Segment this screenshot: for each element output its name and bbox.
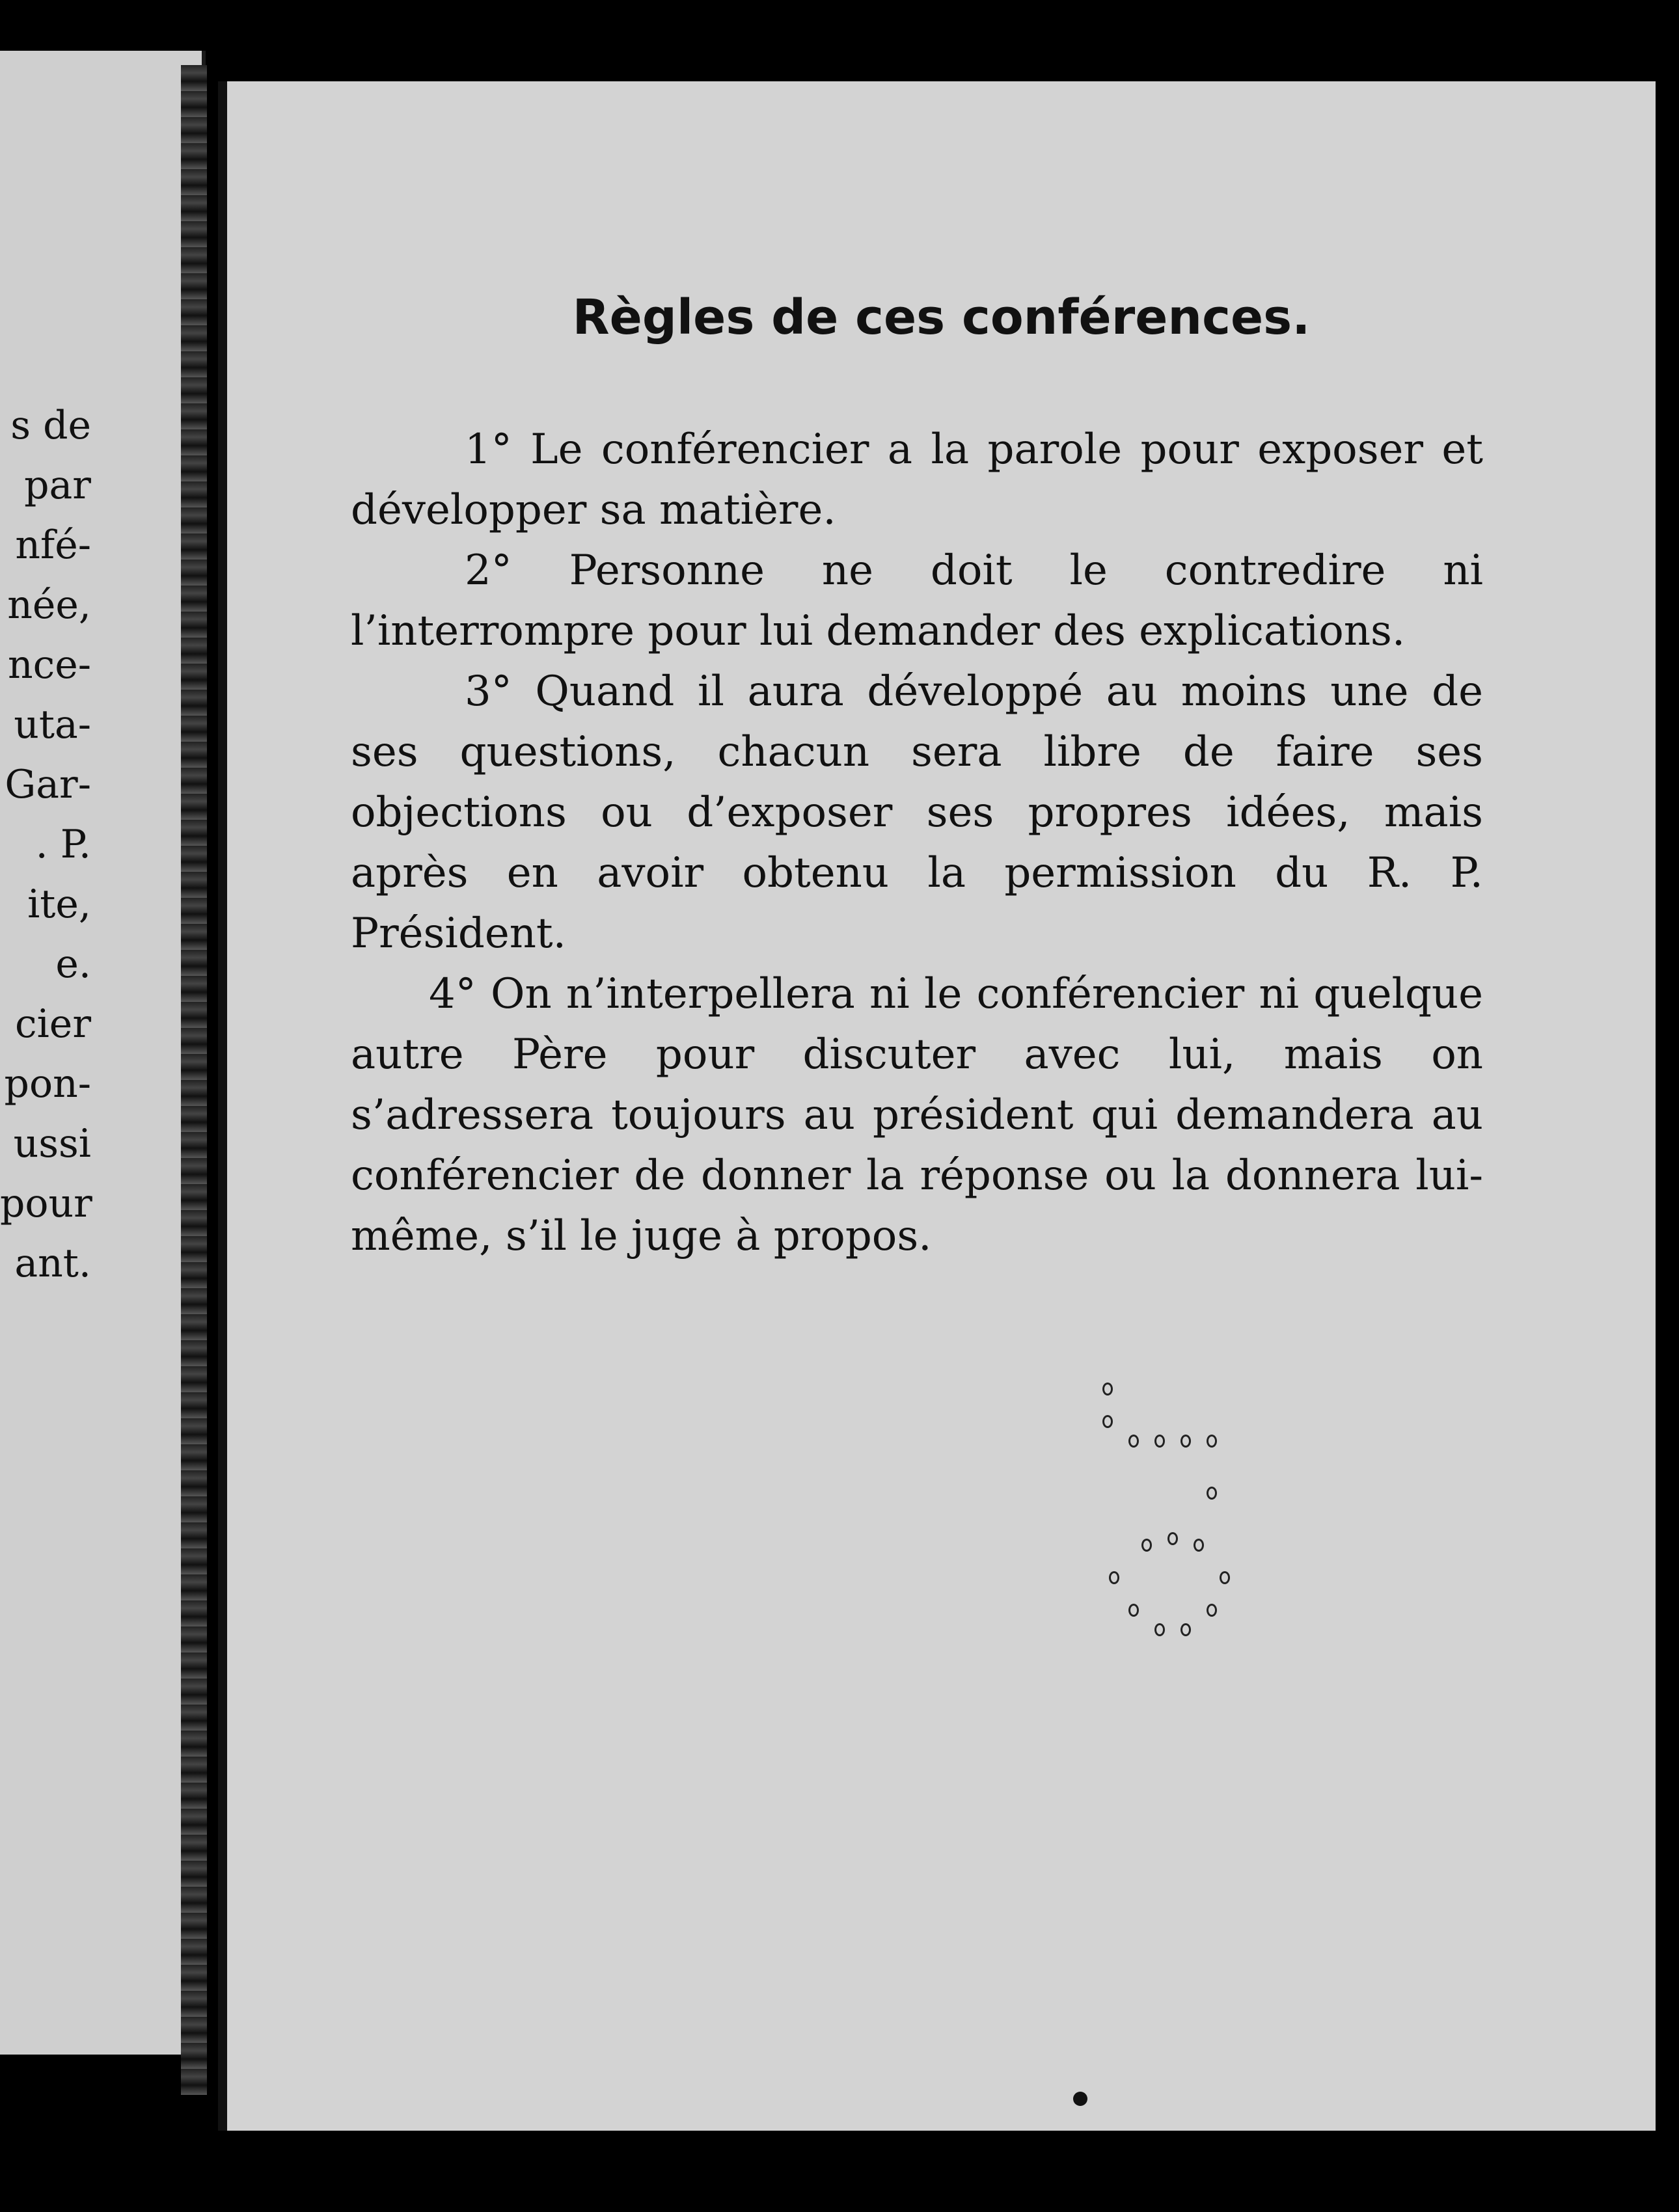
hole	[1181, 1623, 1191, 1636]
hole	[1109, 1571, 1119, 1584]
left-line: par	[24, 463, 91, 508]
hole	[1154, 1623, 1165, 1636]
book-spine	[181, 65, 207, 2095]
rules-text	[351, 420, 1483, 1267]
hole	[1181, 1435, 1191, 1448]
left-line: nfé-	[15, 522, 91, 568]
rule-1: 1° Le conférencier a la parole pour exposer et développer sa matière.	[351, 425, 1483, 534]
left-line: e.	[55, 941, 91, 987]
rule-2: 2° Personne ne doit le contredire ni l’interrompre pour lui demander des explications.	[351, 546, 1483, 655]
left-line: Gar-	[5, 762, 91, 807]
hole	[1102, 1415, 1113, 1428]
left-line: . P.	[35, 822, 91, 867]
left-line: ussi	[13, 1121, 91, 1167]
perforation-holes	[1102, 1382, 1259, 1695]
right-page	[218, 81, 1656, 2131]
left-line: cier	[15, 1001, 91, 1047]
hole	[1207, 1487, 1217, 1500]
left-line: née,	[7, 582, 91, 628]
left-line: pon-	[4, 1061, 91, 1107]
hole	[1194, 1539, 1204, 1552]
left-line: uta-	[14, 702, 91, 748]
hole	[1154, 1435, 1165, 1448]
left-line: ite,	[27, 882, 91, 927]
page-title: Règles de ces conférences.	[572, 290, 1311, 345]
hole	[1207, 1435, 1217, 1448]
hole	[1128, 1435, 1139, 1448]
hole	[1207, 1604, 1217, 1617]
hole	[1167, 1532, 1178, 1545]
hole	[1128, 1604, 1139, 1617]
ink-dot	[1073, 2092, 1087, 2106]
left-line: pour	[0, 1181, 92, 1226]
left-line: nce-	[7, 642, 91, 688]
left-line: s de	[10, 403, 91, 448]
rule-4: 4° On n’interpellera ni le conférencier ni quelque autre Père pour discuter avec lui, mais on s’adressera toujours au président qui demandera au conférencier de donner la réponse ou la donnera lui-même, s’il le juge à propos.	[351, 970, 1483, 1260]
hole	[1102, 1382, 1113, 1396]
left-page-text	[0, 396, 91, 1293]
hole	[1220, 1571, 1230, 1584]
hole	[1141, 1539, 1152, 1552]
left-page	[0, 51, 206, 2055]
left-line: ant.	[14, 1241, 91, 1286]
rule-3: 3° Quand il aura développé au moins une de ses questions, chacun sera libre de faire ses objections ou d’exposer ses propres idées, mais après en avoir obtenu la permission du R. P. Président.	[351, 668, 1483, 958]
